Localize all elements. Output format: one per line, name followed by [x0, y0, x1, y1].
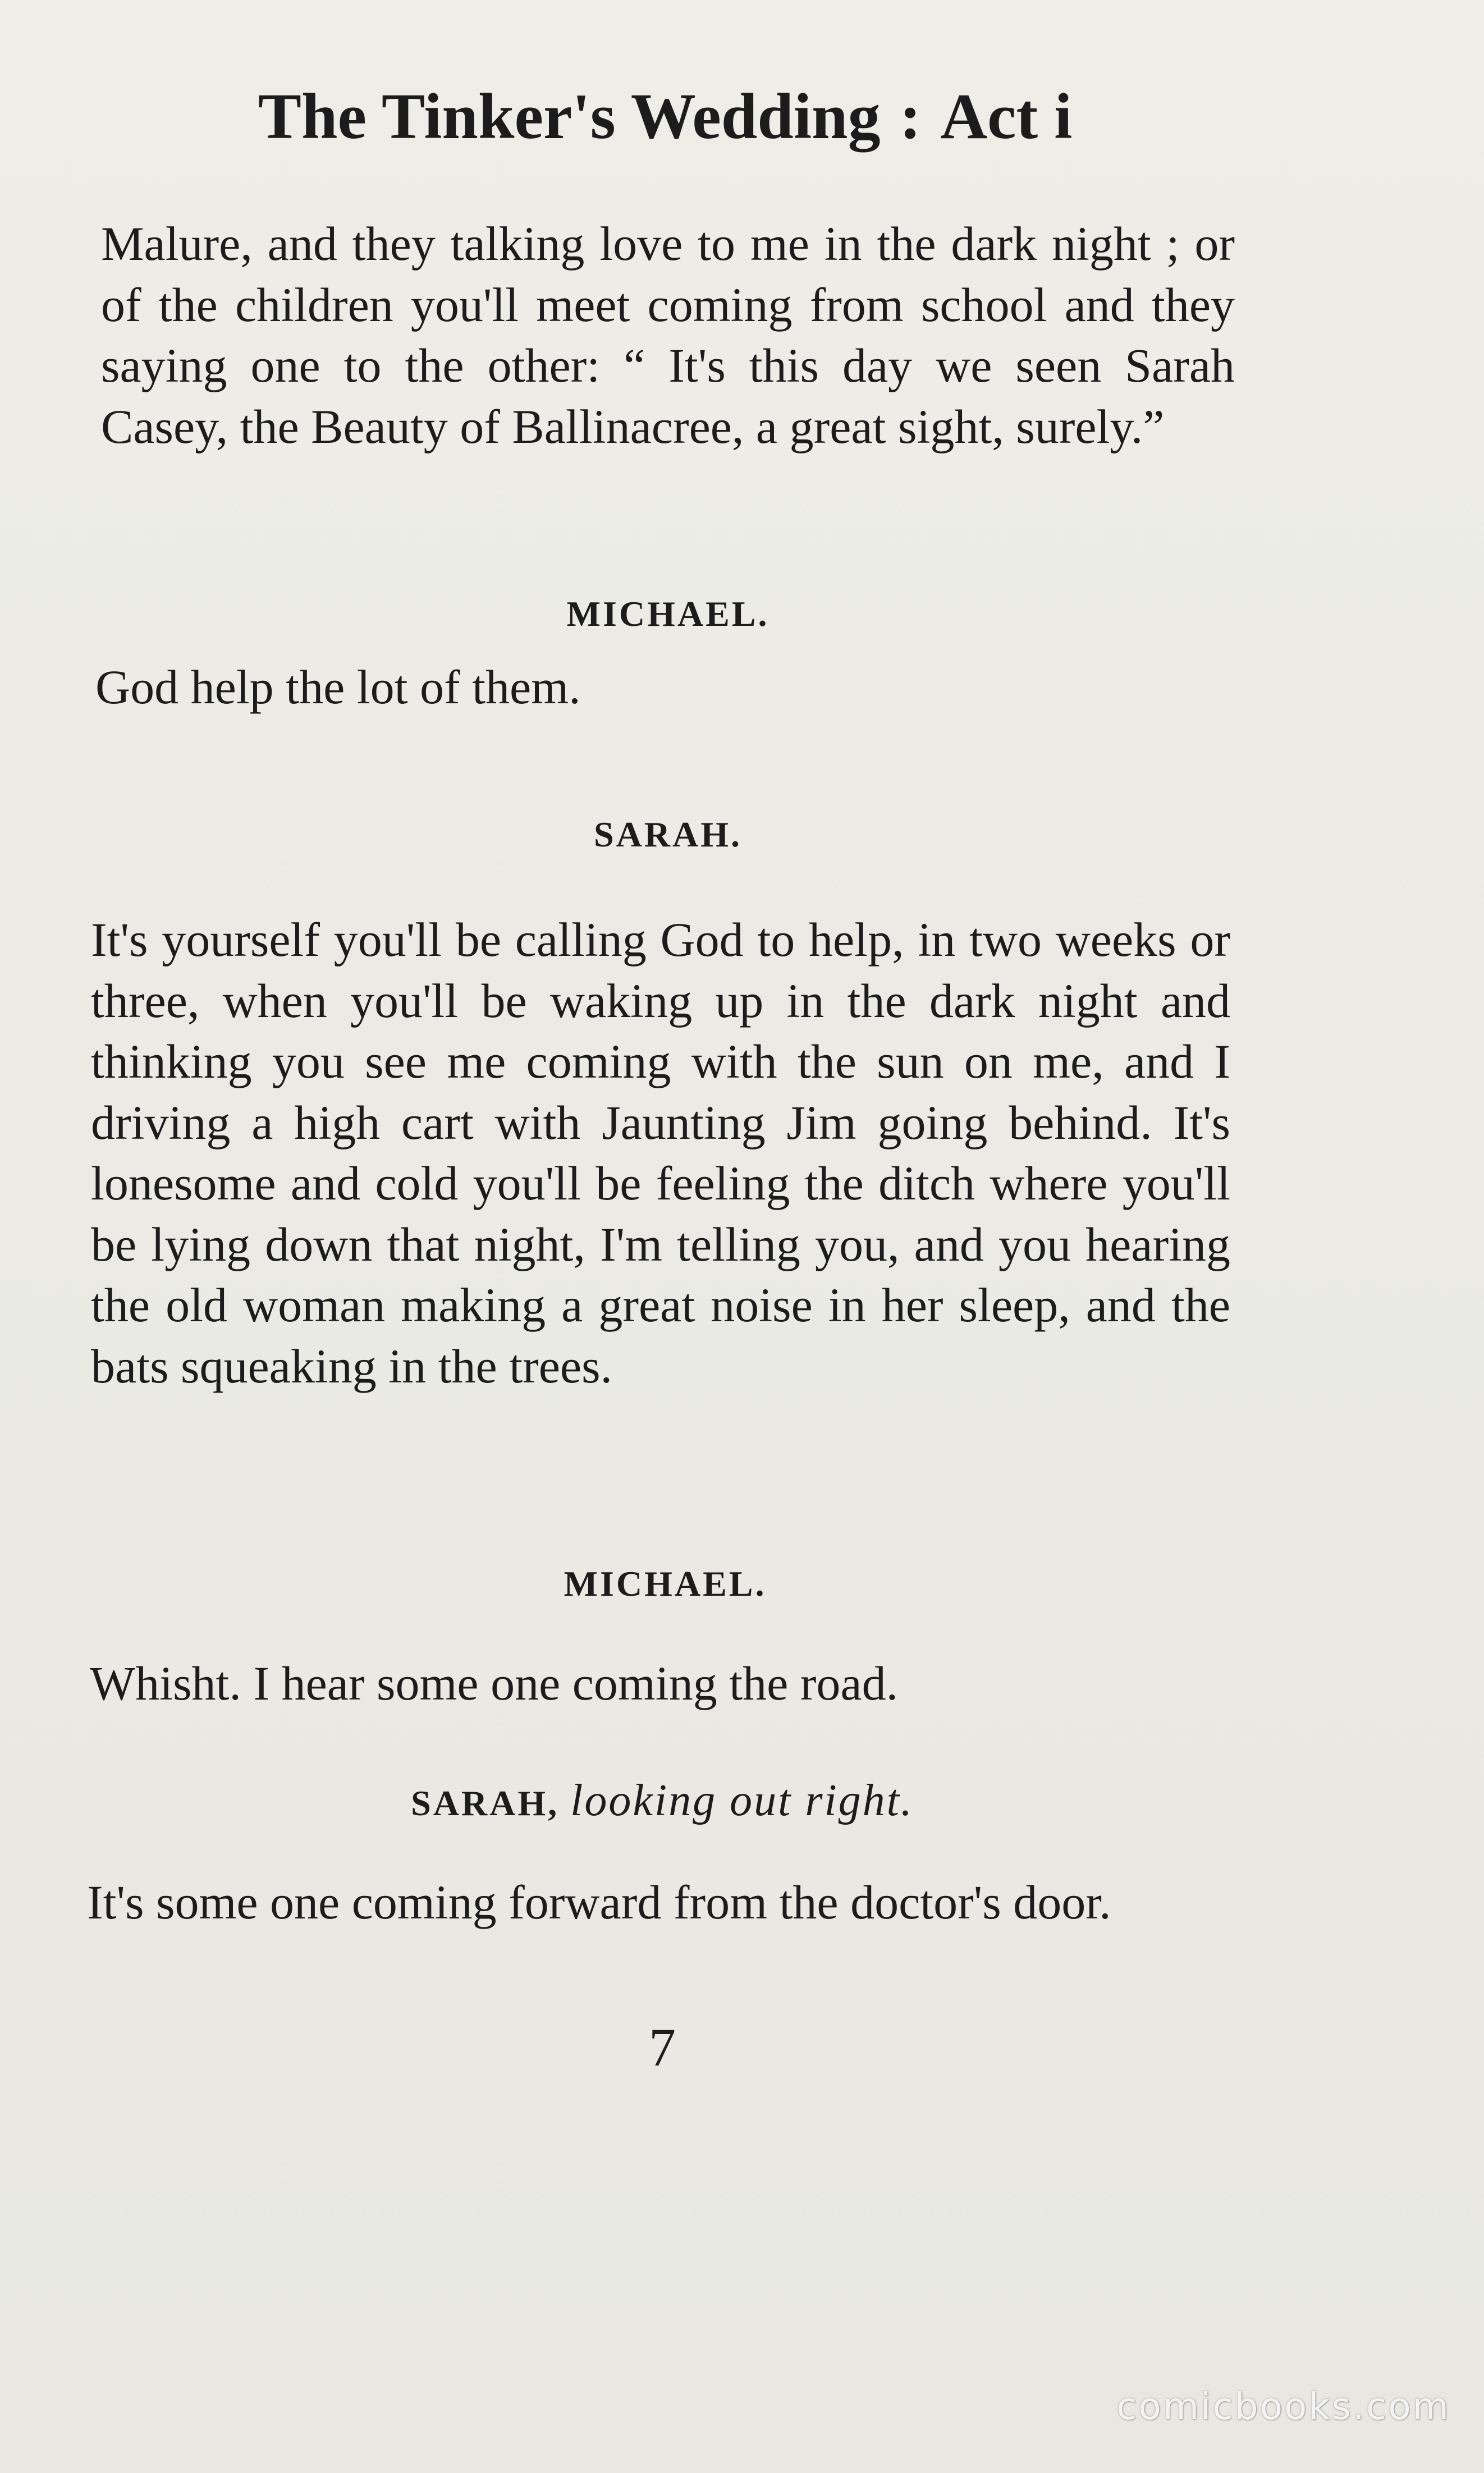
speaker-name: MICHAEL. [564, 1564, 767, 1604]
dialogue-paragraph: Whisht. I hear some one coming the road. [90, 1656, 899, 1710]
dialogue-paragraph: It's yourself you'll be calling God to help, in two weeks or three, when you'll be waking up in the dark night and thinking you see me coming with the sun on me, and I driving a high cart with Jaunting Jim going behind. It's lonesome and cold you'll be feeling the ditch where you'll be lying down that night, I'm telling you, and you hearing the old woman making a great noise in her sleep, and the bats squeaking in the trees. [91, 913, 1230, 1393]
dialogue-paragraph: God help the lot of them. [95, 660, 581, 714]
speaker-name: MICHAEL. [566, 594, 770, 634]
dialogue-paragraph: Malure, and they talking love to me in the dark night ; or of the children you'll meet coming from school and they saying one to the other: “ It's this day we seen Sarah Casey, the Beauty of Ballinacree, a great sight, surely.” [101, 217, 1235, 454]
stage-direction: looking out right. [570, 1776, 914, 1825]
speaker-with-direction [0, 1778, 1325, 1823]
play-title: The Tinker's Wedding [258, 81, 881, 153]
header-separator: : [899, 81, 922, 153]
act-label: Act i [940, 81, 1073, 153]
watermark: comicbooks.com [1116, 2385, 1450, 2428]
running-header [0, 81, 1330, 153]
speaker-name: SARAH, [411, 1783, 560, 1823]
page-number: 7 [649, 2017, 676, 2077]
speaker-name: SARAH. [593, 814, 743, 854]
dialogue-paragraph: It's some one coming forward from the doctor's door. [87, 1875, 1111, 1929]
